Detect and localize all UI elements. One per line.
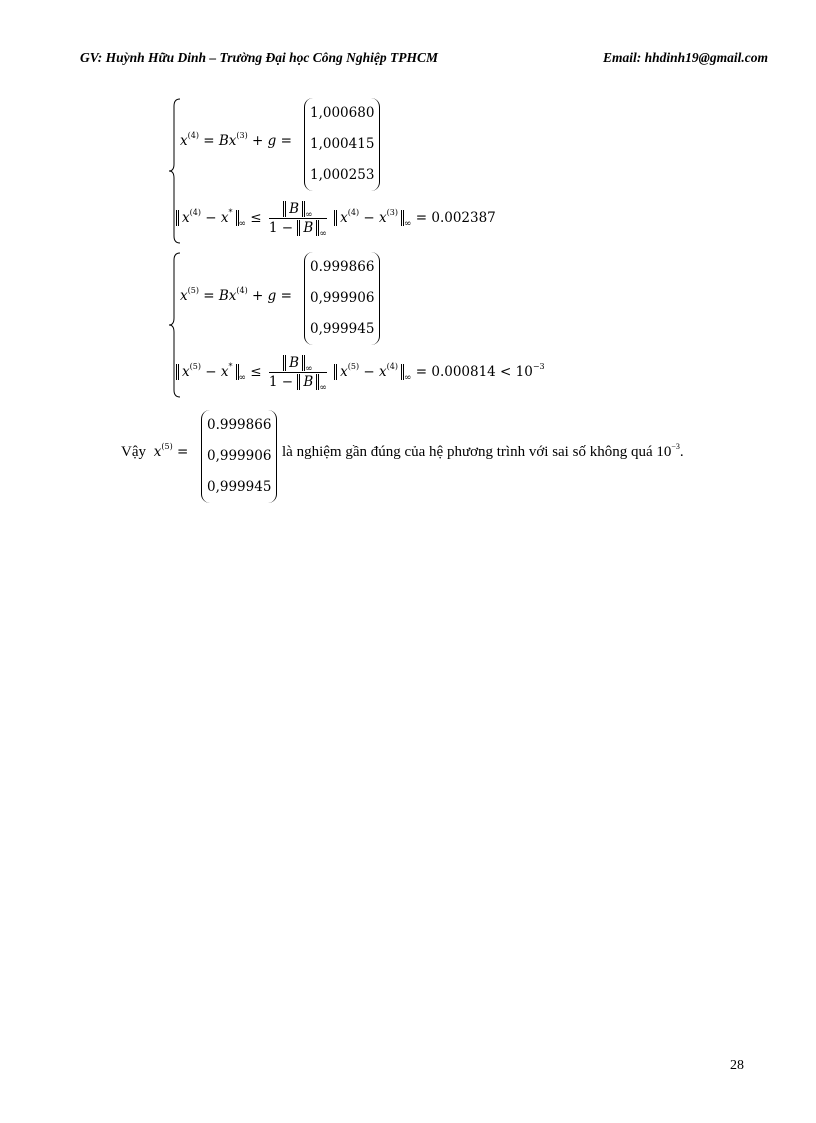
x4-error-bound: $x^{(4)} - x^*_\infty$ ≤ $\frac{B _\infty}{1 - B _\infty}$ $x^{(4)} - x^{(3)}_\infty = 0.002387$ (176, 201, 496, 236)
solution-vector (201, 410, 277, 503)
x5-error-exp: −3 (532, 362, 545, 371)
vector-entry: 0,999945 (310, 321, 375, 337)
vector-entry: 1,000680 (310, 105, 375, 121)
conclusion-exp: −3 (671, 442, 680, 451)
x5-error-value: = 0.000814 < 10 (415, 364, 533, 380)
conclusion-prefix: Vậy $x^{(5)}$ = (121, 442, 189, 460)
x5-error-bound: $x^{(5)} - x^*_\infty$ ≤ $\frac{B _\infty}{1 - B _\infty}$ $x^{(5)} - x^{(4)}_\infty = 0.000814 < 10^{-3}$ (176, 355, 545, 390)
header-left: GV: Huỳnh Hữu Dinh – Trường Đại học Công Nghiệp TPHCM (80, 50, 438, 65)
vector-entry: 0,999945 (207, 479, 272, 495)
x4-vector (304, 98, 380, 191)
x5-equation: $x^{(5)} = Bx^{(4)} + g$ = (180, 286, 292, 304)
vector-entry: 0.999866 (207, 417, 272, 433)
x4-error-value: = 0.002387 (415, 210, 496, 226)
conclusion-text: là nghiệm gần đúng của hệ phương trình với sai số không quá $10^{-3}$. (282, 442, 684, 460)
vector-entry: 1,000253 (310, 167, 375, 183)
page-number: 28 (730, 1058, 744, 1073)
x5-vector (304, 252, 380, 345)
vector-entry: 0,999906 (310, 290, 375, 306)
x4-equation: $x^{(4)} = Bx^{(3)} + g$ = (180, 131, 292, 149)
vector-entry: 1,000415 (310, 136, 375, 152)
vector-entry: 0,999906 (207, 448, 272, 464)
vector-entry: 0.999866 (310, 259, 375, 275)
header-right: Email: hhdinh19@gmail.com (602, 50, 768, 65)
